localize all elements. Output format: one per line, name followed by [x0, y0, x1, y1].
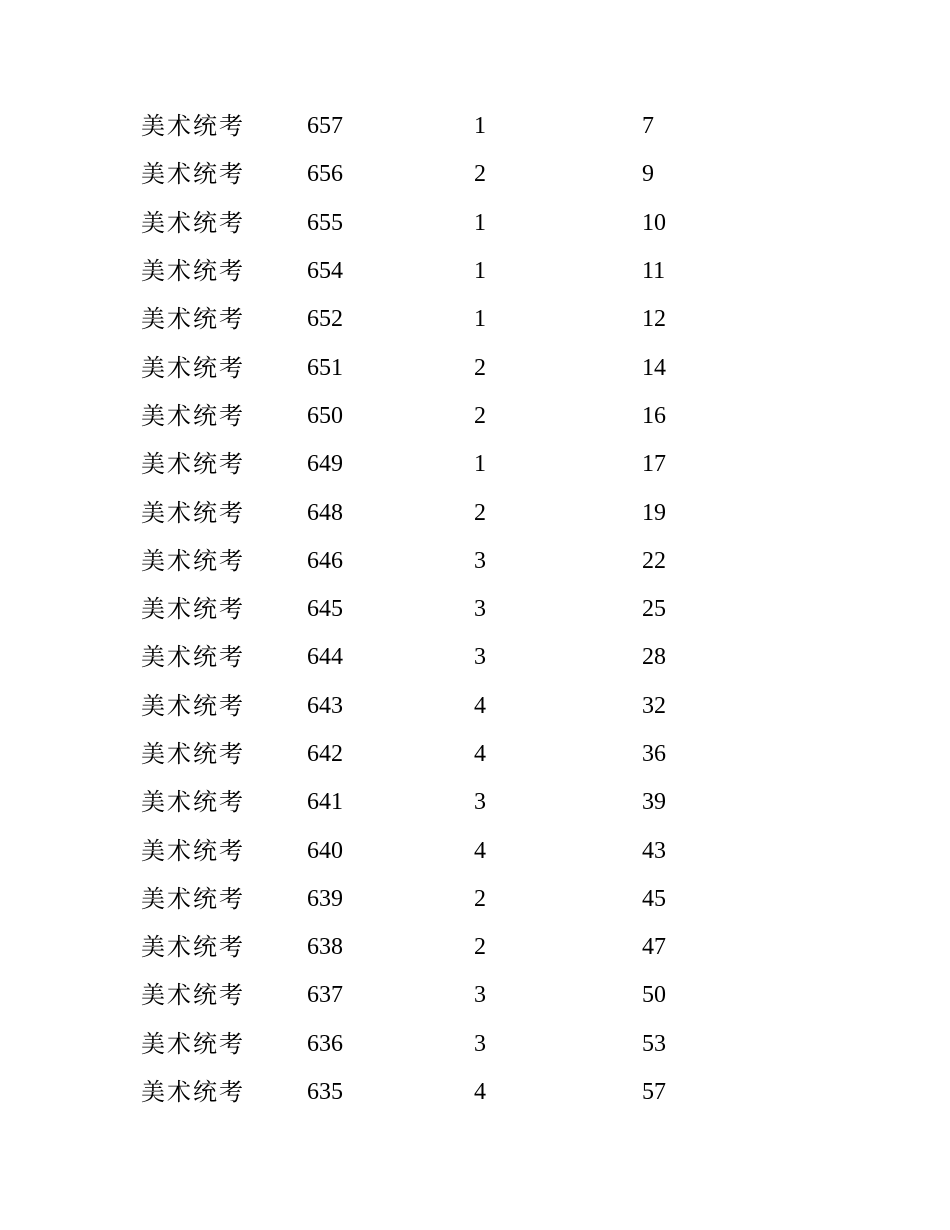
- count-cell: 2: [474, 499, 486, 526]
- count-cell: 3: [474, 644, 486, 671]
- cumulative-cell: 43: [642, 837, 666, 864]
- category-cell: 美术统考: [141, 1029, 245, 1058]
- table-row: [141, 730, 841, 778]
- table-row: [141, 343, 841, 391]
- category-cell: 美术统考: [141, 546, 245, 575]
- score-cell: 652: [307, 306, 343, 333]
- cumulative-cell: 47: [642, 934, 666, 961]
- score-cell: 643: [307, 692, 343, 719]
- table-row: [141, 1068, 841, 1116]
- count-cell: 3: [474, 1030, 486, 1057]
- score-cell: 637: [307, 982, 343, 1009]
- category-cell: 美术统考: [141, 933, 245, 962]
- cumulative-cell: 16: [642, 402, 666, 429]
- cumulative-cell: 28: [642, 644, 666, 671]
- score-cell: 641: [307, 789, 343, 816]
- cumulative-cell: 25: [642, 596, 666, 623]
- cumulative-cell: 9: [642, 161, 654, 188]
- category-cell: 美术统考: [141, 257, 245, 286]
- count-cell: 3: [474, 789, 486, 816]
- score-cell: 640: [307, 837, 343, 864]
- cumulative-cell: 7: [642, 113, 654, 140]
- count-cell: 1: [474, 306, 486, 333]
- count-cell: 2: [474, 885, 486, 912]
- cumulative-cell: 22: [642, 547, 666, 574]
- score-cell: 642: [307, 741, 343, 767]
- count-cell: 3: [474, 982, 486, 1009]
- cumulative-cell: 11: [642, 258, 666, 285]
- category-cell: 美术统考: [141, 836, 245, 865]
- table-row: [141, 585, 841, 633]
- table-row: [141, 199, 841, 247]
- table-row: [141, 150, 841, 198]
- table-row: [141, 923, 841, 971]
- score-cell: 639: [307, 885, 343, 912]
- cumulative-cell: 10: [642, 209, 666, 236]
- count-cell: 3: [474, 596, 486, 623]
- table-row: [141, 826, 841, 874]
- table-row: [141, 633, 841, 681]
- table-row: [141, 102, 841, 150]
- cumulative-cell: 14: [642, 354, 666, 381]
- count-cell: 1: [474, 113, 486, 140]
- count-cell: 4: [474, 1079, 486, 1106]
- count-cell: 1: [474, 451, 486, 478]
- count-cell: 4: [474, 692, 486, 719]
- cumulative-cell: 50: [642, 982, 666, 1009]
- category-cell: 美术统考: [141, 643, 245, 672]
- count-cell: 1: [474, 209, 486, 236]
- table-row: [141, 247, 841, 295]
- table-row: [141, 682, 841, 730]
- score-cell: 655: [307, 209, 343, 236]
- cumulative-cell: 12: [642, 306, 666, 333]
- category-cell: 美术统考: [141, 160, 245, 189]
- score-table: [141, 102, 841, 1116]
- category-cell: 美术统考: [141, 691, 245, 720]
- score-cell: 644: [307, 644, 343, 671]
- cumulative-cell: 39: [642, 789, 666, 816]
- cumulative-cell: 57: [642, 1079, 666, 1106]
- table-row: [141, 392, 841, 440]
- score-cell: 654: [307, 258, 343, 285]
- table-row: [141, 971, 841, 1019]
- category-cell: 美术统考: [141, 208, 245, 237]
- table-row: [141, 875, 841, 923]
- count-cell: 2: [474, 402, 486, 429]
- table-row: [141, 1020, 841, 1068]
- count-cell: 1: [474, 258, 486, 285]
- score-cell: 638: [307, 934, 343, 961]
- category-cell: 美术统考: [141, 450, 245, 479]
- cumulative-cell: 53: [642, 1030, 666, 1057]
- count-cell: 2: [474, 161, 486, 188]
- category-cell: 美术统考: [141, 498, 245, 527]
- category-cell: 美术统考: [141, 401, 245, 430]
- score-cell: 651: [307, 354, 343, 381]
- table-row: [141, 537, 841, 585]
- category-cell: 美术统考: [141, 1078, 245, 1107]
- count-cell: 3: [474, 547, 486, 574]
- count-cell: 2: [474, 354, 486, 381]
- score-cell: 656: [307, 161, 343, 188]
- score-cell: 649: [307, 451, 343, 478]
- cumulative-cell: 36: [642, 741, 666, 767]
- cumulative-cell: 45: [642, 885, 666, 912]
- category-cell: 美术统考: [141, 112, 245, 141]
- count-cell: 2: [474, 934, 486, 961]
- cumulative-cell: 19: [642, 499, 666, 526]
- cumulative-cell: 17: [642, 451, 666, 478]
- category-cell: 美术统考: [141, 981, 245, 1010]
- table-row: [141, 440, 841, 488]
- score-cell: 650: [307, 402, 343, 429]
- score-cell: 635: [307, 1079, 343, 1106]
- cumulative-cell: 32: [642, 692, 666, 719]
- score-cell: 657: [307, 113, 343, 140]
- score-cell: 648: [307, 499, 343, 526]
- category-cell: 美术统考: [141, 595, 245, 624]
- score-cell: 636: [307, 1030, 343, 1057]
- category-cell: 美术统考: [141, 305, 245, 334]
- table-row: [141, 488, 841, 536]
- category-cell: 美术统考: [141, 884, 245, 913]
- score-cell: 645: [307, 596, 343, 623]
- category-cell: 美术统考: [141, 353, 245, 382]
- table-row: [141, 778, 841, 826]
- category-cell: 美术统考: [141, 788, 245, 817]
- table-row: [141, 295, 841, 343]
- count-cell: 4: [474, 741, 486, 767]
- score-cell: 646: [307, 547, 343, 574]
- count-cell: 4: [474, 837, 486, 864]
- category-cell: 美术统考: [141, 740, 245, 768]
